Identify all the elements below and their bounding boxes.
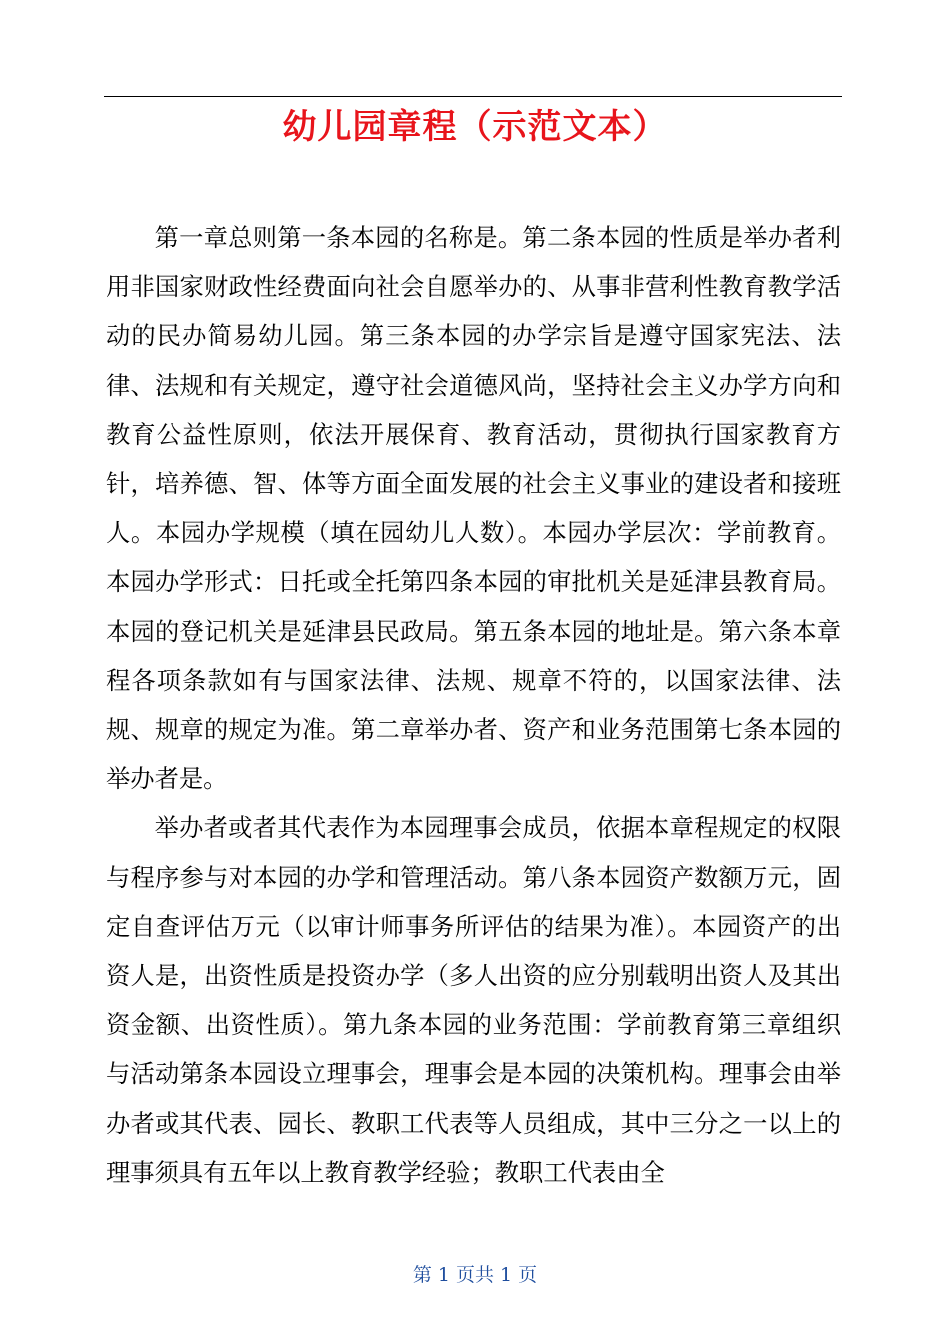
page-number-footer: 第 1 页共 1 页 bbox=[412, 1264, 538, 1286]
header-rule bbox=[104, 96, 842, 97]
body-paragraph: 举办者或者其代表作为本园理事会成员，依据本章程规定的权限与程序参与对本园的办学和管理活动。第八条本园资产数额万元，固定自查评估万元（以审计师事务所评估的结果为准）。本园资产的出资人是，出资性质是投资办学（多人出资的应分别载明出资人及其出资金额、出资性质）。第九条本园的业务范围：学前教育第三章组织与活动第条本园设立理事会，理事会是本园的决策机构。理事会由举办者或其代表、园长、教职工代表等人员组成，其中三分之一以上的理事须具有五年以上教育教学经验；教职工代表由全 bbox=[106, 813, 841, 1187]
document-title: 幼儿园章程（示范文本） bbox=[282, 107, 668, 147]
body-paragraph: 第一章总则第一条本园的名称是。第二条本园的性质是举办者利用非国家财政性经费面向社会自愿举办的、从事非营利性教育教学活动的民办简易幼儿园。第三条本园的办学宗旨是遵守国家宪法、法律、法规和有关规定，遵守社会道德风尚，坚持社会主义办学方向和教育公益性原则，依法开展保育、教育活动，贯彻执行国家教育方针，培养德、智、体等方面全面发展的社会主义事业的建设者和接班人。本园办学规模（填在园幼儿人数）。本园办学层次：学前教育。本园办学形式：日托或全托第四条本园的审批机关是延津县教育局。本园的登记机关是延津县民政局。第五条本园的地址是。第六条本章程各项条款如有与国家法律、法规、规章不符的，以国家法律、法规、规章的规定为准。第二章举办者、资产和业务范围第七条本园的举办者是。 bbox=[106, 223, 841, 794]
document-body bbox=[106, 213, 841, 1197]
